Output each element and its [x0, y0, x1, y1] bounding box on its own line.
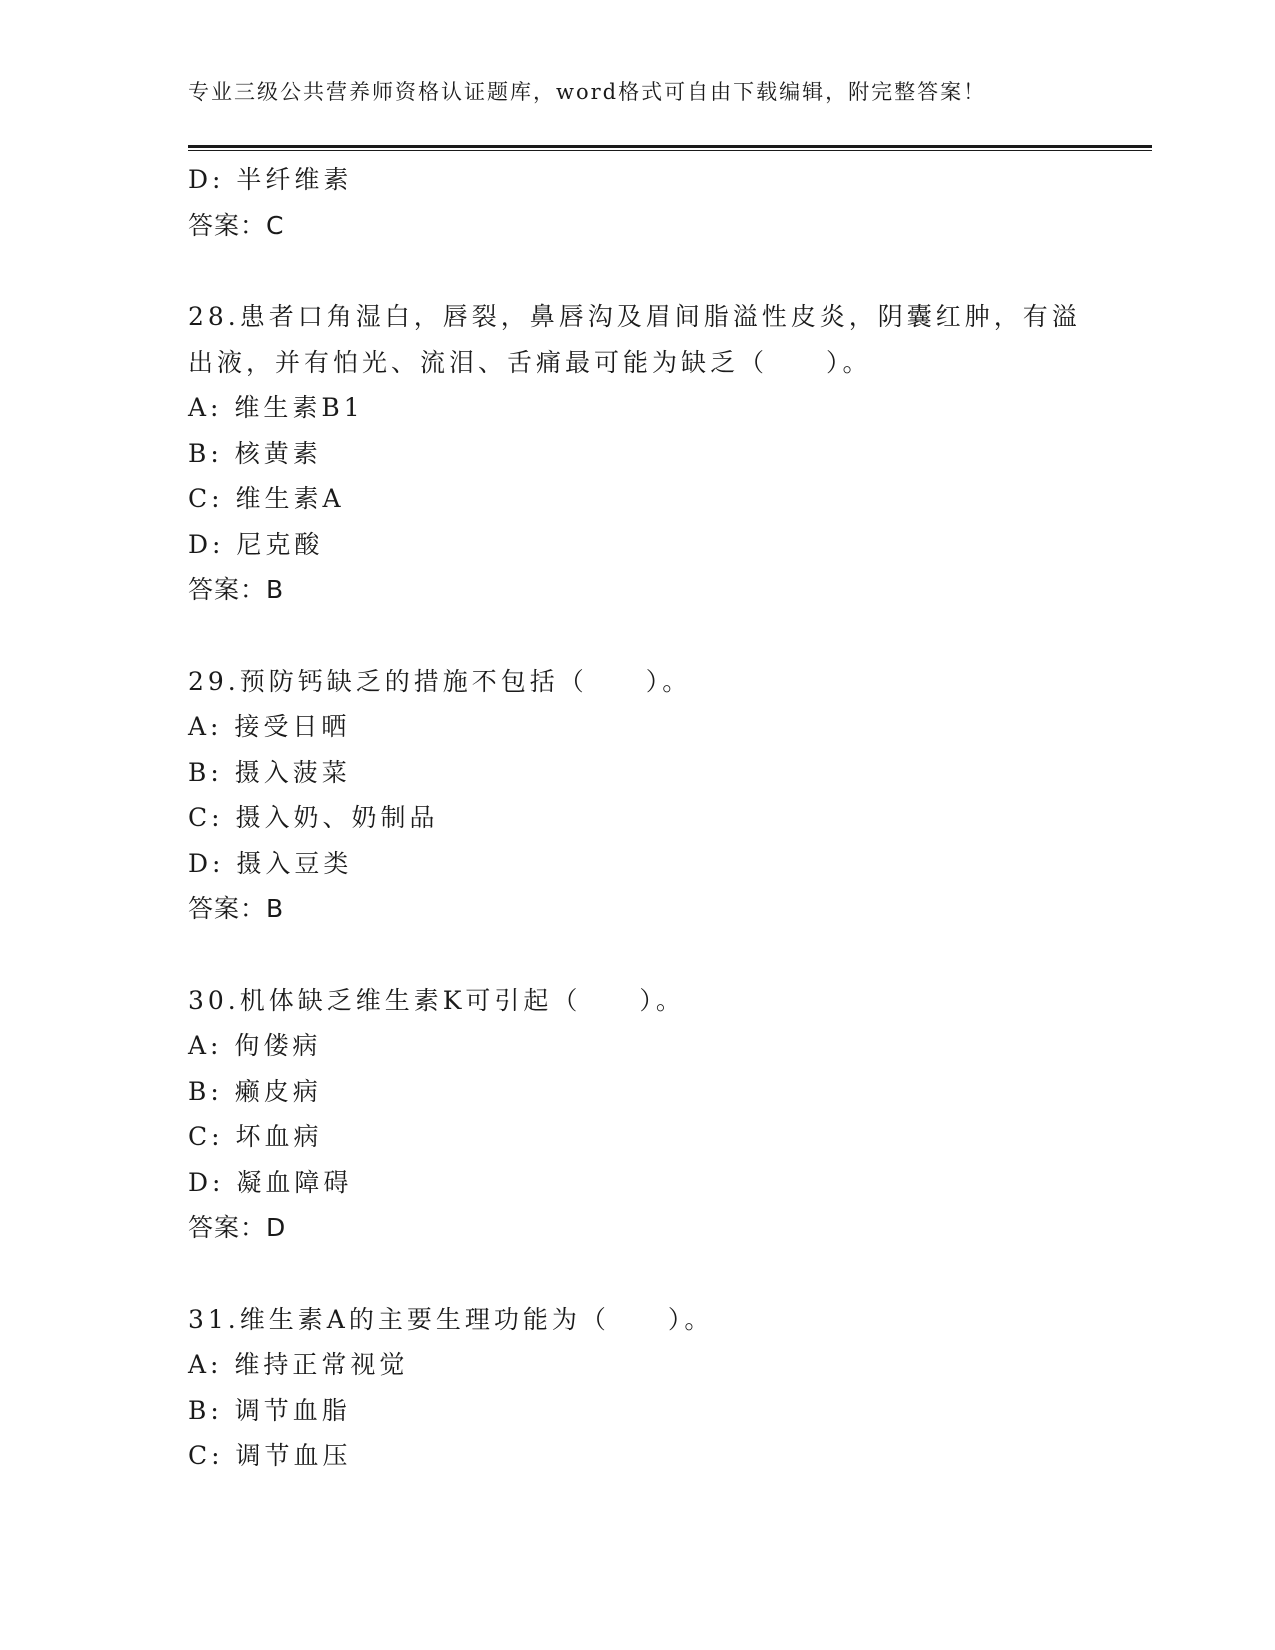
option-d: D: 摄入豆类	[188, 848, 353, 878]
question-29	[188, 659, 1088, 932]
question-30	[188, 978, 1088, 1251]
question-stem: 29.预防钙缺乏的措施不包括（ ）。	[188, 666, 692, 696]
header-rule-thick	[188, 145, 1152, 148]
option-c: C: 调节血压	[188, 1441, 352, 1470]
header-rule-thin	[188, 150, 1152, 151]
option-a: A: 接受日晒	[188, 712, 351, 741]
option-b: B: 摄入菠菜	[188, 757, 351, 787]
answer-line: 答案：B	[188, 894, 285, 923]
question-stem: 30.机体缺乏维生素K可引起（ ）。	[188, 985, 685, 1015]
question-list	[188, 157, 1088, 1479]
question-31	[188, 1297, 1088, 1479]
option-b: B: 癞皮病	[188, 1076, 322, 1106]
question-stem: 28.患者口角湿白，唇裂，鼻唇沟及眉间脂溢性皮炎，阴囊红肿，有溢	[188, 302, 1081, 331]
option-d: D: 半纤维素	[188, 165, 353, 194]
answer-line: 答案：C	[188, 210, 285, 240]
option-d: D: 尼克酸	[188, 529, 324, 559]
option-a: A: 维持正常视觉	[188, 1350, 409, 1379]
option-a: A: 维生素B1	[188, 393, 364, 422]
option-c: C: 坏血病	[188, 1122, 323, 1151]
option-a: A: 佝偻病	[188, 1031, 322, 1060]
question-stem: 31.维生素A的主要生理功能为（ ）。	[188, 1304, 714, 1334]
option-b: B: 调节血脂	[188, 1395, 351, 1425]
page-header: 专业三级公共营养师资格认证题库，word格式可自由下载编辑，附完整答案！	[188, 80, 987, 104]
option-b: B: 核黄素	[188, 438, 322, 468]
option-d: D: 凝血障碍	[188, 1167, 353, 1197]
option-c: C: 摄入奶、奶制品	[188, 803, 439, 832]
question-28	[188, 294, 1088, 613]
question-stem: 出液，并有怕光、流泪、舌痛最可能为缺乏（ ）。	[188, 347, 872, 377]
answer-line: 答案：B	[188, 575, 285, 604]
option-c: C: 维生素A	[188, 484, 345, 513]
answer-line: 答案：D	[188, 1213, 287, 1242]
